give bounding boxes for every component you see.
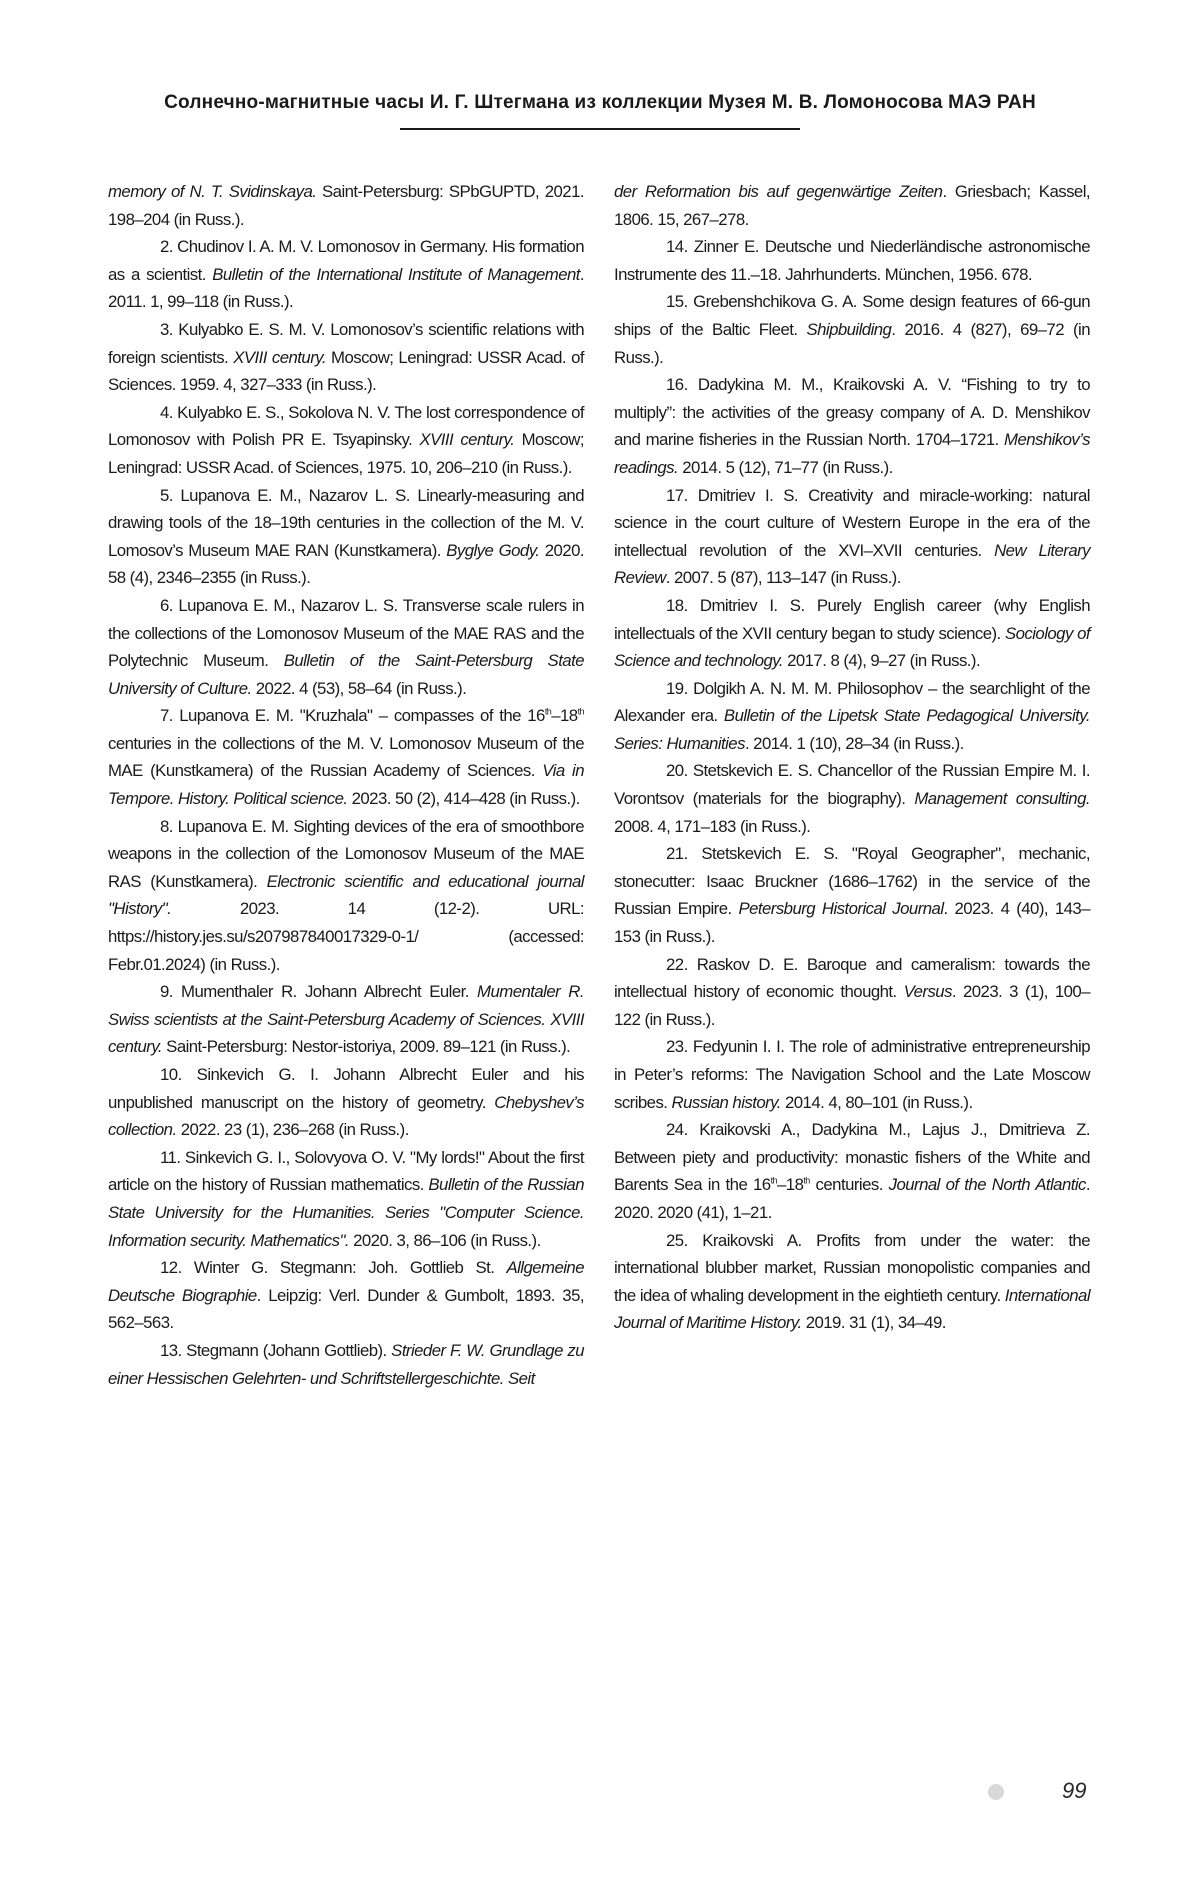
page-number: 99 — [1062, 1778, 1087, 1803]
reference-item: 23. Fedyunin I. I. The role of administrative entrepreneurship in Peter’s reforms: The Navigation School and the Late Moscow scribes. Russian history. 2014. 4, 80–101 (in Russ.). — [614, 1037, 1090, 1112]
reference-item: 6. Lupanova E. M., Nazarov L. S. Transverse scale rulers in the collections of the Lomonosov Museum of the MAE RAS and the Polytechnic Museum. Bulletin of the Saint-Petersburg State University of Culture. 2022. 4 (53), 58–64 (in Russ.). — [108, 595, 584, 698]
reference-item: 9. Mumenthaler R. Johann Albrecht Euler. Mumentaler R. Swiss scientists at the Saint-Petersburg Academy of Sciences. XVIII century. Saint-Petersburg: Nestor-istoriya, 2009. 89–121 (in Russ.). — [108, 982, 584, 1057]
reference-item: 16. Dadykina M. M., Kraikovski A. V. “Fishing to try to multiply”: the activities of the greasy company of A. D. Menshikov and marine fisheries in the Russian North. 1704–1721. Menshikov’s readings. 2014. 5 (12), 71–77 (in Russ.). — [614, 375, 1090, 477]
reference-item: der Reformation bis auf gegenwärtige Zeiten. Griesbach; Kassel, 1806. 15, 267–278. — [614, 182, 1090, 229]
reference-item: 4. Kulyabko E. S., Sokolova N. V. The lost correspondence of Lomonosov with Polish PR E. Tsyapinsky. XVIII century. Moscow; Leningrad: USSR Acad. of Sciences, 1975. 10, 206–210 (in Russ.). — [108, 402, 584, 477]
reference-item: 22. Raskov D. E. Baroque and cameralism: towards the intellectual history of economic thought. Versus. 2023. 3 (1), 100–122 (in Russ.). — [614, 954, 1090, 1029]
reference-item: 17. Dmitriev I. S. Creativity and miracle-working: natural science in the court culture of Western Europe in the era of the intellectual revolution of the XVI–XVII centuries. New Literary Review. 2007. 5 (87), 113–147 (in Russ.). — [614, 485, 1091, 588]
reference-item: 24. Kraikovski A., Dadykina M., Lajus J., Dmitrieva Z. Between piety and productivity: monastic fishers of the White and Barents Sea in the 16th–18th centuries. Journal of the North Atlantic. 2020. 2020 (41), 1–21. — [614, 1120, 1090, 1222]
reference-item: 20. Stetskevich E. S. Chancellor of the Russian Empire M. I. Vorontsov (materials for the biography). Management consulting. 2008. 4, 171–183 (in Russ.). — [614, 761, 1090, 836]
running-head: Солнечно-магнитные часы И. Г. Штегмана из коллекции Музея М. В. Ломоносова МАЭ РАН — [164, 92, 1036, 113]
running-head-rule — [400, 128, 800, 130]
reference-item: 25. Kraikovski A. Profits from under the water: the international blubber market, Russian monopolistic companies and the idea of whaling development in the eightieth century. International Journal of Maritime History. 2019. 31 (1), 34–49. — [614, 1230, 1090, 1333]
reference-item: 19. Dolgikh A. N. M. M. Philosophov – the searchlight of the Alexander era. Bulletin of the Lipetsk State Pedagogical University. Series: Humanities. 2014. 1 (10), 28–34 (in Russ.). — [614, 678, 1090, 753]
reference-item: 2. Chudinov I. A. M. V. Lomonosov in Germany. His formation as a scientist. Bulletin of the International Institute of Management. 2011. 1, 99–118 (in Russ.). — [108, 237, 584, 312]
reference-item: memory of N. T. Svidinskaya. Saint-Petersburg: SPbGUPTD, 2021. 198–204 (in Russ.). — [108, 182, 584, 229]
reference-item: 8. Lupanova E. M. Sighting devices of the era of smoothbore weapons in the collection of the Lomonosov Museum of the MAE RAS (Kunstkamera). Electronic scientific and educational journal "History". 2023. 14 (12-2). URL: https://history.jes.su/s207987840017329-0-1/ (accessed: Febr.01.2024) (in Russ.). — [108, 816, 584, 974]
references-left-column — [108, 178, 584, 1392]
reference-item: 18. Dmitriev I. S. Purely English career (why English intellectuals of the XVII century began to study science). Sociology of Science and technology. 2017. 8 (4), 9–27 (in Russ.). — [614, 595, 1090, 671]
reference-item: 10. Sinkevich G. I. Johann Albrecht Euler and his unpublished manuscript on the history of geometry. Chebyshev’s collection. 2022. 23 (1), 236–268 (in Russ.). — [108, 1065, 584, 1140]
reference-item: 14. Zinner E. Deutsche und Niederländische astronomische Instrumente des 11.–18. Jahrhunderts. München, 1956. 678. — [614, 237, 1090, 284]
reference-item: 11. Sinkevich G. I., Solovyova O. V. "My lords!" About the first article on the history of Russian mathematics. Bulletin of the Russian State University for the Humanities. Series "Computer Science. Information security. Mathematics". 2020. 3, 86–106 (in Russ.). — [108, 1147, 585, 1250]
reference-item: 13. Stegmann (Johann Gottlieb). Strieder F. W. Grundlage zu einer Hessischen Gelehrten- und Schriftstellergeschichte. Seit — [108, 1340, 585, 1388]
reference-item: 15. Grebenshchikova G. A. Some design features of 66-gun ships of the Baltic Fleet. Shipbuilding. 2016. 4 (827), 69–72 (in Russ.). — [614, 292, 1090, 367]
references-right-column — [614, 178, 1090, 1337]
reference-item: 12. Winter G. Stegmann: Joh. Gottlieb St. Allgemeine Deutsche Biographie. Leipzig: Verl. Dunder & Gumbolt, 1893. 35, 562–563. — [108, 1258, 584, 1333]
reference-item: 3. Kulyabko E. S. M. V. Lomonosov’s scientific relations with foreign scientists. XVIII century. Moscow; Leningrad: USSR Acad. of Sciences. 1959. 4, 327–333 (in Russ.). — [108, 319, 584, 395]
reference-item: 5. Lupanova E. M., Nazarov L. S. Linearly-measuring and drawing tools of the 18–19th centuries in the collection of the M. V. Lomosov’s Museum MAE RAN (Kunstkamera). Byglye Gody. 2020. 58 (4), 2346–2355 (in Russ.). — [108, 485, 584, 588]
page-marker-dot — [988, 1784, 1004, 1800]
reference-item: 21. Stetskevich E. S. "Royal Geographer", mechanic, stonecutter: Isaac Bruckner (1686–1762) in the service of the Russian Empire. Petersburg Historical Journal. 2023. 4 (40), 143–153 (in Russ.). — [614, 844, 1090, 947]
reference-item: 7. Lupanova E. M. "Kruzhala" – compasses of the 16th–18th centuries in the collections of the M. V. Lomonosov Museum of the MAE (Kunstkamera) of the Russian Academy of Sciences. Via in Tempore. History. Political science. 2023. 50 (2), 414–428 (in Russ.). — [108, 706, 584, 809]
